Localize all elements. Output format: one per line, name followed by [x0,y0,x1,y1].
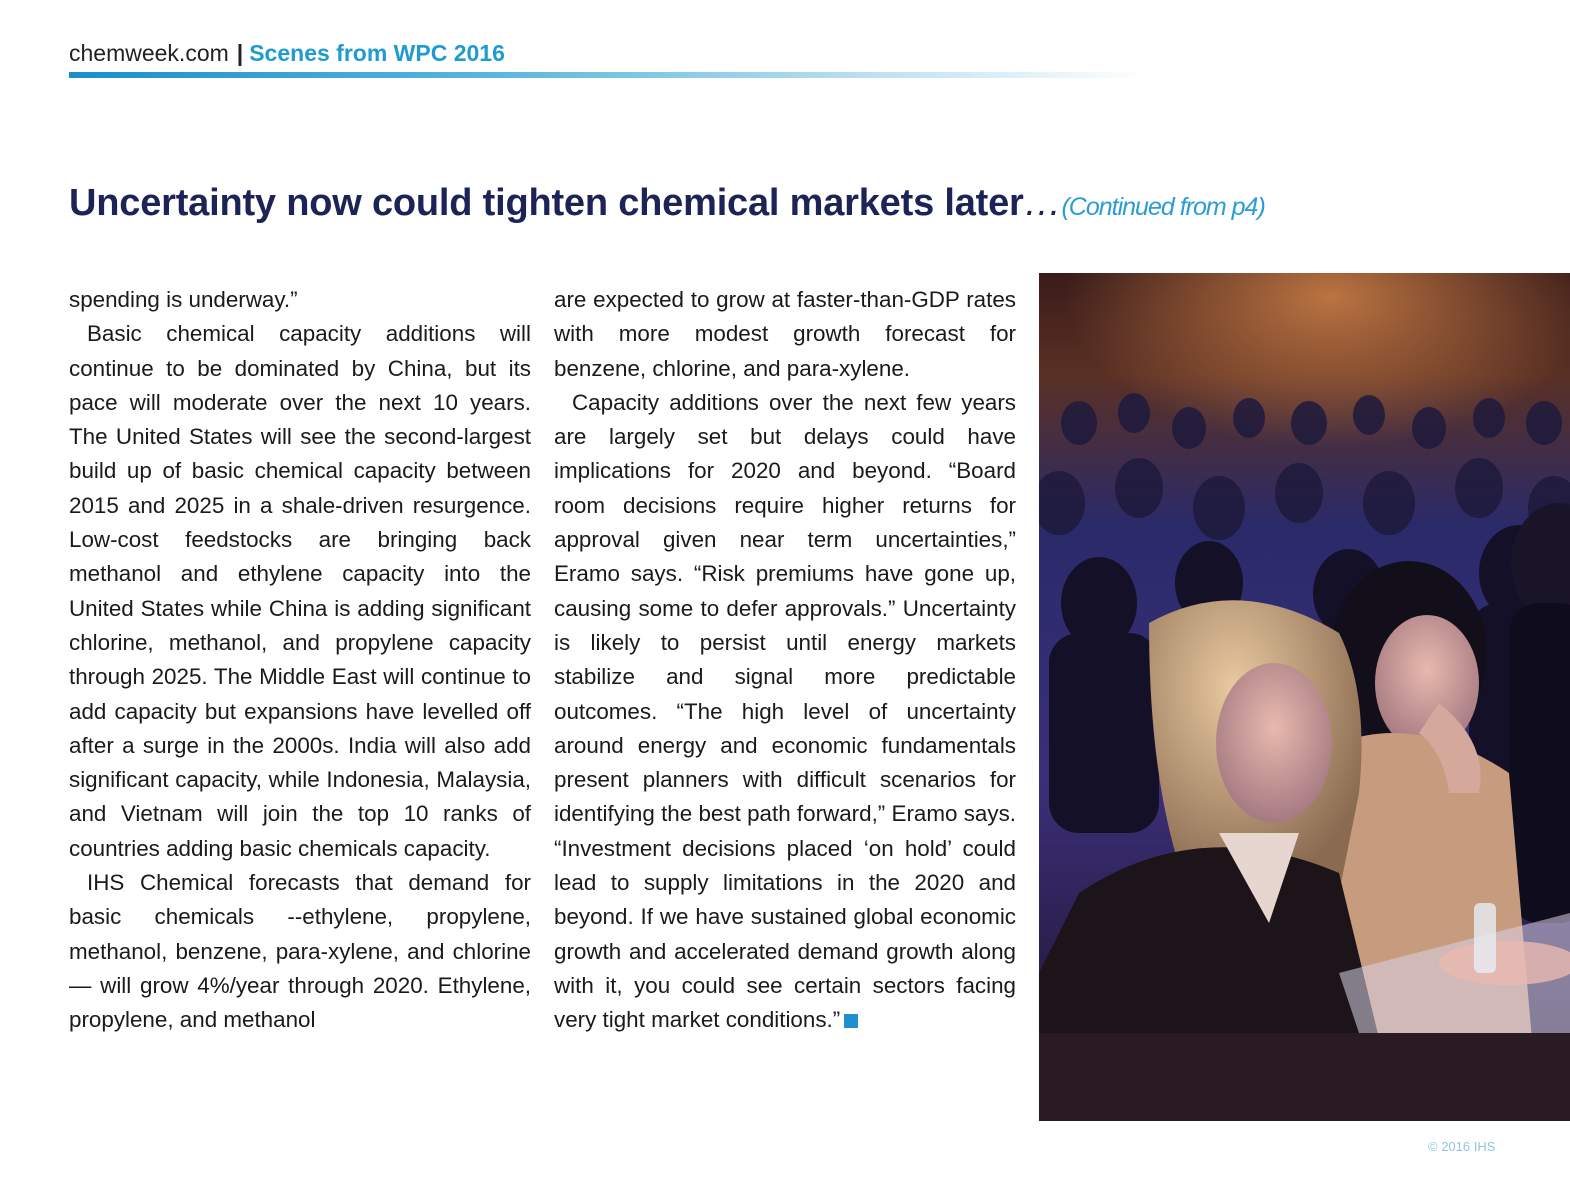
paragraph: spending is underway.” [69,287,298,312]
headline-ellipsis: … [1023,182,1062,224]
section-title: Scenes from WPC 2016 [249,40,505,66]
continued-from-note: (Continued from p4) [1061,193,1265,221]
header-rule [69,72,1149,78]
page-header [69,40,505,72]
article-column-2 [554,283,1016,1038]
conference-audience-photo [1039,273,1570,1121]
paragraph: IHS Chemical forecasts that demand for basic chemicals --ethylene, propylene, methanol, benzene, para-xylene, and chlorine — will grow 4%/year through 2020. Ethylene, propylene, and methanol [69,870,531,1033]
header-separator: | [236,40,244,66]
paragraph: are expected to grow at faster-than-GDP rates with more modest growth forecast for benzene, chlorine, and para-xylene. [554,287,1016,381]
copyright-notice: © 2016 IHS [1428,1139,1496,1154]
article-column-1 [69,283,531,1038]
paragraph-text: Capacity additions over the next few years are largely set but delays could have implications for 2020 and beyond. “Board room decisions require higher returns for approval given near term uncertainties,” Eramo says. “Risk premiums have gone up, causing some to defer approvals.” Uncertainty is likely to persist until energy markets stabilize and signal more predictable outcomes. “The high level of uncertainty around energy and economic fundamentals present planners with difficult scenarios for identifying the best path forward,” Eramo says. “Investment decisions placed ‘on hold’ could lead to supply limitations in the 2020 and beyond. If we have sustained global economic growth and accelerated demand growth along with it, you could see certain sectors facing very tight market conditions.” [554,389,1016,1033]
paragraph [554,386,1016,1038]
end-of-article-mark [844,1014,858,1028]
paragraph: Basic chemical capacity additions will continue to be dominated by China, but its pace will moderate over the next 10 years. The United States will see the second-largest build up of basic chemical capacity between 2015 and 2025 in a shale-driven resurgence. Low-cost feedstocks are bringing back methanol and ethylene capacity into the United States while China is adding significant chlorine, methanol, and propylene capacity through 2025. The Middle East will continue to add capacity but expansions have levelled off after a surge in the 2000s. India will also add significant capacity, while Indonesia, Malaysia, and Vietnam will join the top 10 ranks of countries adding basic chemicals capacity. [69,321,531,861]
headline-text: Uncertainty now could tighten chemical markets later [69,182,1024,224]
article-headline [69,182,1265,225]
site-name: chemweek.com [69,40,229,66]
photo-illustration [1039,273,1570,1121]
